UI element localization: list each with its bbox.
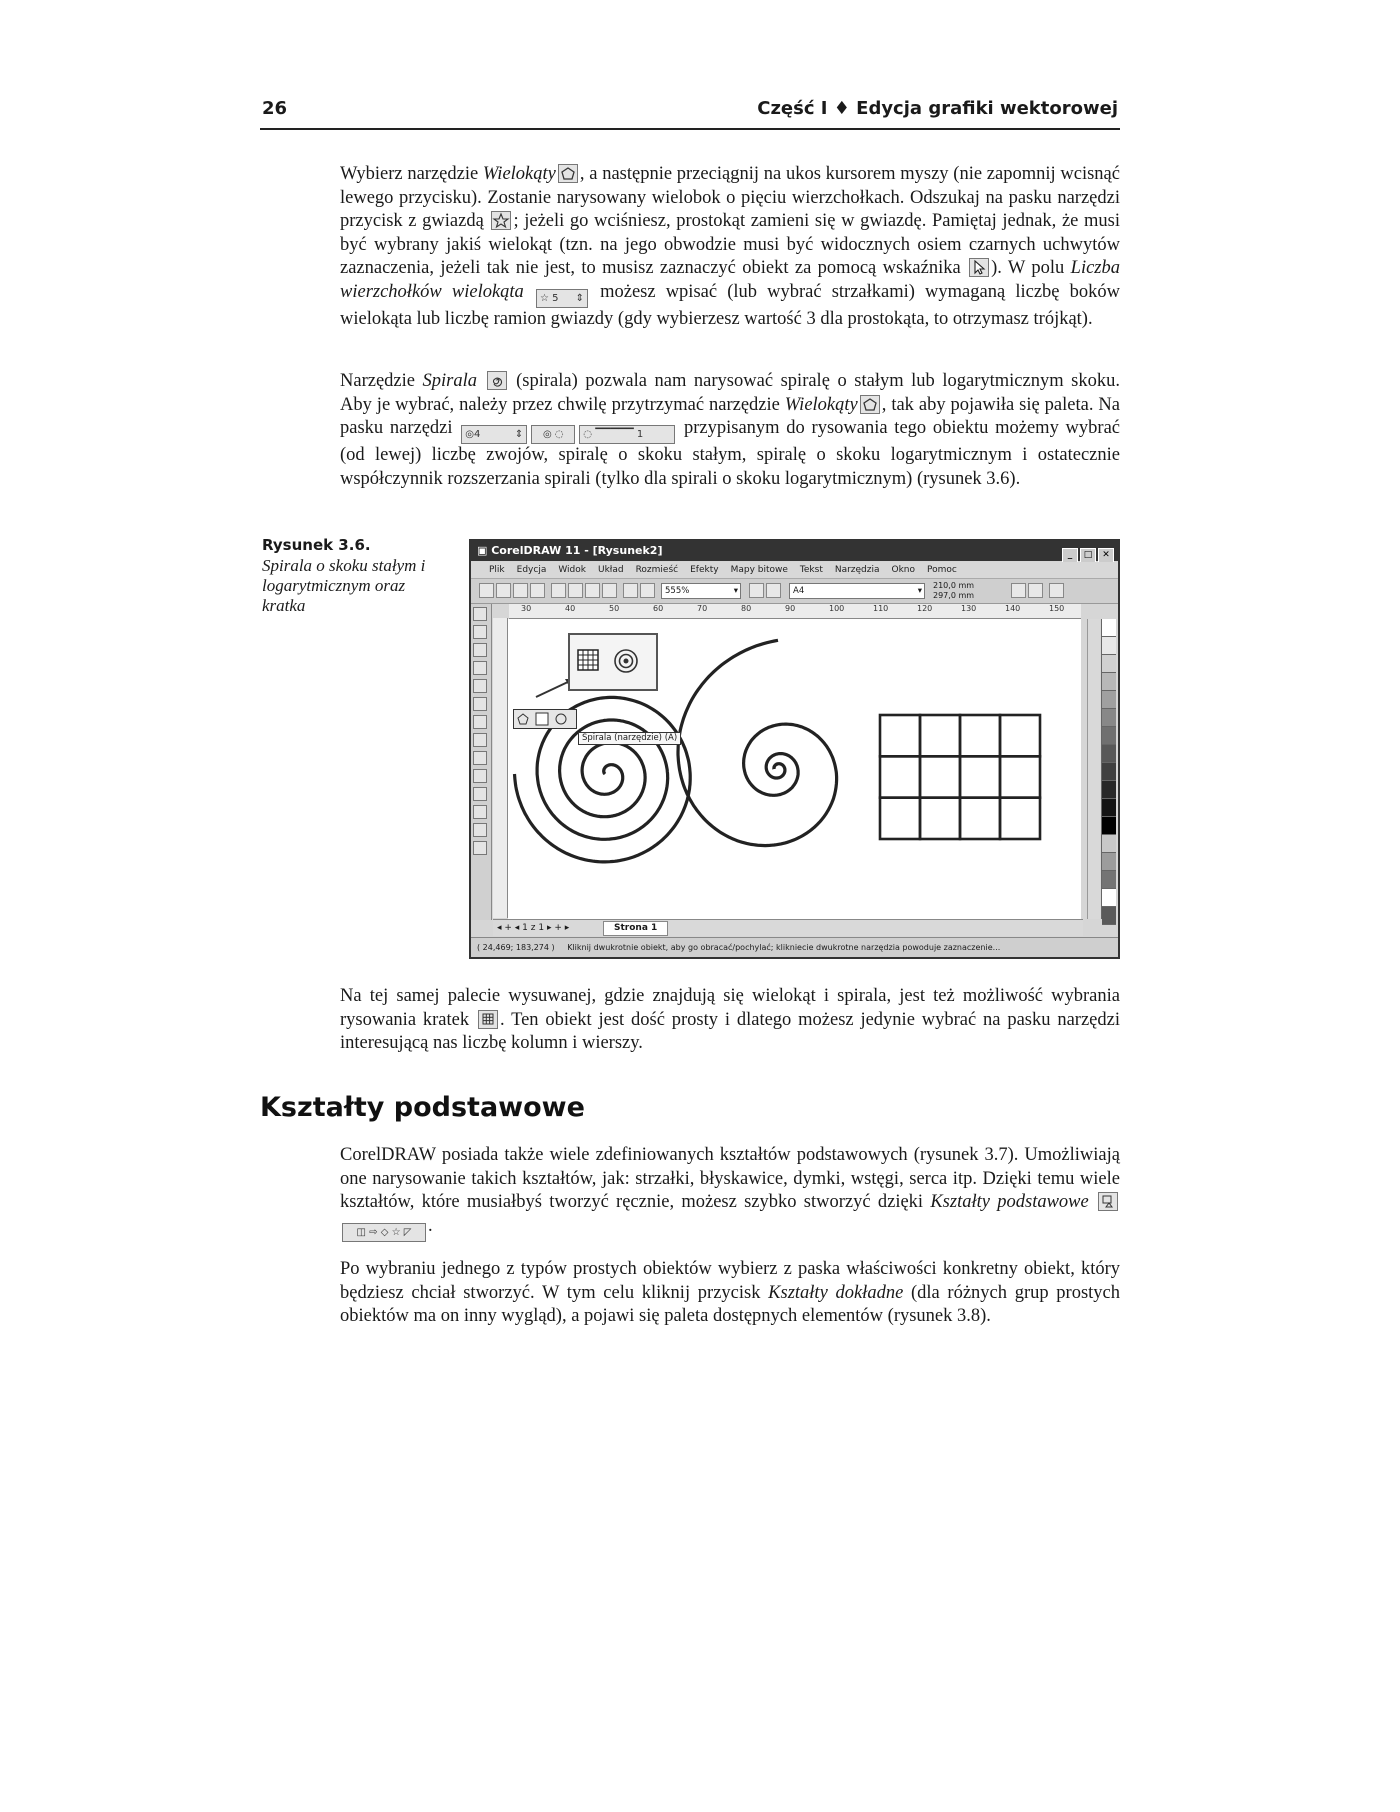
flyout-arrow [536, 681, 570, 697]
menu-item[interactable]: Plik [489, 565, 505, 575]
color-swatch[interactable] [1102, 835, 1116, 853]
spiral-revolutions-field [461, 425, 527, 444]
color-swatch[interactable] [1102, 781, 1116, 799]
page-number: 26 [262, 98, 288, 119]
polygon-tool-icon[interactable] [473, 733, 487, 747]
logarithmic-spiral [678, 640, 837, 845]
eyedropper-tool-icon[interactable] [473, 805, 487, 819]
portrait-icon[interactable] [1011, 583, 1026, 598]
pointer-tool-icon [969, 258, 989, 277]
spiral-tool-icon [615, 650, 637, 672]
arrow-shapes-icon: ⇨ [369, 1226, 378, 1238]
units-icon[interactable] [1049, 583, 1064, 598]
menu-item[interactable]: Pomoc [927, 565, 957, 575]
grid-cell [960, 715, 1000, 756]
spiral-tool-icon [487, 371, 507, 390]
vertical-ruler [493, 618, 508, 918]
spiral-revolutions-value: 4 [474, 429, 481, 441]
ruler-tick-label: 150 [1049, 604, 1065, 613]
ruler-tick-label: 110 [873, 604, 889, 613]
rectangle-tool-icon[interactable] [473, 697, 487, 711]
import-icon[interactable] [623, 583, 638, 598]
chevron-down-icon: ▾ [733, 586, 738, 596]
menu-item[interactable]: Widok [558, 565, 586, 575]
color-swatch[interactable] [1102, 727, 1116, 745]
height-field[interactable]: 297,0 mm [933, 591, 975, 600]
horizontal-ruler [509, 604, 1081, 619]
minimize-icon[interactable]: _ [1062, 548, 1078, 563]
print-icon[interactable] [530, 583, 545, 598]
grid-cell [880, 715, 920, 756]
menu-item[interactable]: Edycja [516, 565, 547, 575]
menu-item[interactable]: Tekst [799, 565, 823, 575]
ruler-tick-label: 70 [697, 604, 708, 613]
grid-tool-icon [578, 650, 598, 670]
spiral-icon: ◎ [465, 429, 475, 441]
grid-cell [920, 715, 960, 756]
paragraph-basic-shapes: CorelDRAW posiada także wiele zdefiniowanych kształtów podstawowych (rysunek 3.7). Umożliwiają one narysowanie takich kształtów, jak: strzałki, błyskawice, dymki, wstęgi, serca itp. Dzięki temu wiele kształtów, które musiałbyś tworzyć ręcznie, możesz szybko stworzyć dzięki Kształty podstawowe ◫ ⇨ ◇ ☆ ◸ . [340, 1144, 1120, 1242]
app-icon: ▣ [477, 544, 492, 557]
fill-tool-icon[interactable] [473, 841, 487, 855]
menu-item[interactable]: Efekty [690, 565, 719, 575]
section-heading: Kształty podstawowe [260, 1092, 585, 1123]
text-tool-icon[interactable] [473, 769, 487, 783]
menu-item[interactable]: Okno [891, 565, 916, 575]
vertical-scrollbar[interactable] [1087, 619, 1100, 919]
close-icon[interactable]: ✕ [1098, 548, 1114, 563]
color-swatch[interactable] [1102, 619, 1116, 637]
interactive-tool-icon[interactable] [473, 787, 487, 801]
cursor-coordinates: ( 24,469; 183,274 ) [477, 943, 555, 952]
color-swatch[interactable] [1102, 817, 1116, 835]
color-swatch[interactable] [1102, 871, 1116, 889]
status-hint: Kliknij dwukrotnie obiekt, aby go obracać/pochylać; klikniecie dwukrotne narzędzia powoduje zaznaczenie... [567, 943, 1001, 952]
spinner-icon: ⇕ [514, 429, 524, 441]
toolbox [471, 604, 492, 920]
grid-cell [1000, 715, 1040, 756]
new-file-icon[interactable] [479, 583, 494, 598]
ruler-tick-label: 120 [917, 604, 933, 613]
zoom-level-select[interactable]: 555% ▾ [661, 583, 741, 599]
grid-cell [1000, 756, 1040, 797]
ellipse-tool-icon[interactable] [473, 715, 487, 729]
outline-tool-icon[interactable] [473, 823, 487, 837]
menu-item[interactable]: Rozmieść [635, 565, 679, 575]
grid-cell [880, 756, 920, 797]
color-swatch[interactable] [1102, 799, 1116, 817]
knife-tool-icon[interactable] [473, 643, 487, 657]
ruler-tick-label: 140 [1005, 604, 1021, 613]
status-bar [471, 937, 1118, 958]
landscape-icon[interactable] [1028, 583, 1043, 598]
spiral-type-buttons [531, 425, 575, 444]
color-swatch[interactable] [1102, 655, 1116, 673]
shape-tool-icon[interactable] [473, 625, 487, 639]
width-field[interactable]: 210,0 mm [933, 581, 975, 590]
vertex-count-field [536, 289, 588, 308]
window-titlebar [471, 541, 1118, 561]
undo-icon[interactable] [602, 583, 617, 598]
vertex-count-value: 5 [552, 292, 559, 304]
coreldraw-screenshot [469, 539, 1120, 959]
grid-cell [960, 756, 1000, 797]
expansion-icon: ◌ [583, 429, 593, 441]
paste-icon[interactable] [585, 583, 600, 598]
maximize-icon[interactable]: □ [1080, 548, 1096, 563]
ruler-tick-label: 80 [741, 604, 752, 613]
polygon-tool-icon [860, 395, 880, 414]
color-swatch[interactable] [1102, 853, 1116, 871]
spiral-tool-icon[interactable] [556, 714, 566, 724]
paragraph-spiral-tool: Narzędzie Spirala (spirala) pozwala nam narysować spiralę o stałym lub logarytmicznym skoku. Aby je wybrać, należy przez chwilę przytrzymać narzędzie Wielokąty , tak aby pojawiła się paleta. Na pasku narzędzi ◎4 ⇕ ◎ ◌ ◌ ▔▔▔▔▔ 1 przypisanym do rysowania tego obiektu możemy wybrać (od lewej) liczbę zwojów, spiralę o skoku stałym, spiralę o skoku logarytmicznym i ostatecznie współczynnik rozszerzania spirali (tylko dla spirali o skoku logarytmicznym) (rysunek 3.6). [340, 371, 1120, 489]
color-swatch[interactable] [1102, 637, 1116, 655]
grid-cell [880, 798, 920, 839]
color-swatch[interactable] [1102, 889, 1116, 907]
menu-item[interactable]: Układ [597, 565, 624, 575]
menu-item[interactable]: Narzędzia [834, 565, 880, 575]
pointer-tool-icon[interactable] [473, 607, 487, 621]
open-file-icon[interactable] [496, 583, 511, 598]
zoom-tool-icon[interactable] [473, 661, 487, 675]
star-icon [491, 211, 511, 230]
paragraph-polygon-tool: Wybierz narzędzie Wielokąty , a następnie przeciągnij na ukos kursorem myszy (nie zapomnij wcisnąć lewego przycisku). Zostanie narysowany wielobok o pięciu wierzchołkach. Odszukaj na pasku narzędzi przycisk z gwiazdą ; jeżeli go wciśniesz, prostokąt zamieni się w gwiazdę. Pamiętaj jednak, że musi być wybrany jakiś wielokąt (tzn. na jego obwodzie musi być widocznych osiem czarnych uchwytów zaznaczenia, jeżeli tak nie jest, to musisz zaznaczyć obiekt za pomocą wskaźnika ). W polu Liczba wierzchołków wielokąta ☆ 5 ⇕ możesz wpisać (lub wybrać strzałkami) wymaganą liczbę boków wielokąta lub liczbę ramion gwiazdy (gdy wybierzesz wartość 3 dla prostokąta, to otrzymasz trójkąt). [340, 164, 1121, 329]
color-swatch[interactable] [1102, 709, 1116, 727]
color-swatch[interactable] [1102, 691, 1116, 709]
page-nav-controls[interactable]: ◂ + ◂ 1 z 1 ▸ + ▸ [497, 923, 570, 933]
window-title: CorelDRAW 11 - [Rysunek2] [491, 544, 663, 557]
star-icon: ☆ [539, 292, 549, 304]
chevron-down-icon: ▾ [917, 586, 922, 596]
color-swatch[interactable] [1102, 673, 1116, 691]
drawing-canvas[interactable] [508, 619, 1081, 919]
running-title: Część I ♦ Edycja grafiki wektorowej [757, 98, 1118, 119]
color-swatch[interactable] [1102, 745, 1116, 763]
save-icon[interactable] [513, 583, 528, 598]
basic-shapes-tool-icon[interactable] [473, 751, 487, 765]
paper-dimensions [933, 581, 974, 601]
export-icon[interactable] [640, 583, 655, 598]
menu-item[interactable]: Mapy bitowe [730, 565, 788, 575]
grid-object [880, 715, 1040, 839]
standard-toolbar [471, 579, 1118, 604]
figure-number: Rysunek 3.6. [262, 536, 371, 554]
freehand-tool-icon[interactable] [473, 679, 487, 693]
spinner-icon: ⇕ [575, 292, 584, 304]
basic-shapes-tool-icon [1098, 1192, 1118, 1211]
symmetric-spiral-icon: ◎ [542, 429, 552, 441]
ruler-tick-label: 40 [565, 604, 576, 613]
ruler-tick-label: 50 [609, 604, 620, 613]
expansion-value: 1 [636, 429, 644, 441]
paper-size-select[interactable]: A4 ▾ [789, 583, 925, 599]
ruler-tick-label: 30 [521, 604, 532, 613]
flowchart-shapes-icon: ◇ [380, 1226, 389, 1238]
grid-cell [920, 798, 960, 839]
snap-icon[interactable] [749, 583, 764, 598]
ruler-tick-label: 130 [961, 604, 977, 613]
polygon-tool-icon [558, 164, 578, 183]
copy-icon[interactable] [568, 583, 583, 598]
figure-caption-text: Spirala o skoku stałym i logarytmicznym oraz kratka [262, 556, 426, 615]
ruler-tick-label: 100 [829, 604, 845, 613]
page-tab[interactable]: Strona 1 [603, 921, 668, 936]
figure-caption [262, 535, 442, 616]
logarithmic-spiral-icon: ◌ [554, 429, 564, 441]
options-icon[interactable] [766, 583, 781, 598]
ruler-tick-label: 60 [653, 604, 664, 613]
color-swatch[interactable] [1102, 907, 1116, 925]
tool-flyout [513, 709, 577, 729]
tooltip: Spirala (narzędzie) (A) [578, 732, 681, 745]
running-head [260, 98, 1120, 130]
flyout-zoomed [568, 633, 658, 691]
page-count: 1 z 1 [522, 923, 545, 933]
grid-tool-icon [478, 1010, 498, 1029]
star-shapes-icon: ☆ [391, 1226, 401, 1238]
basic-shapes-flyout [342, 1223, 426, 1242]
grid-tool-icon[interactable] [536, 713, 548, 725]
color-swatch[interactable] [1102, 763, 1116, 781]
page-navigator [493, 919, 1083, 936]
basic-shapes-icon: ◫ [356, 1226, 366, 1238]
grid-cell [920, 756, 960, 797]
polygon-tool-icon[interactable] [518, 714, 528, 724]
color-palette[interactable] [1101, 619, 1116, 919]
menu-bar [471, 562, 1118, 579]
ruler-tick-label: 90 [785, 604, 796, 613]
paragraph-perfect-shapes: Po wybraniu jednego z typów prostych obiektów wybierz z paska właściwości konkretny obiekt, który będziesz chciał stworzyć. W tym celu kliknij przycisk Kształty dokładne (dla różnych grup prostych obiektów ma on inny wygląd), a pojawi się paleta dostępnych elementów (rysunek 3.8). [340, 1259, 1121, 1327]
expansion-slider: ◌ ▔▔▔▔▔ 1 [579, 425, 675, 444]
paragraph-grid-tool: Na tej samej palecie wysuwanej, gdzie znajdują się wielokąt i spirala, jest też możliwość wybrania rysowania kratek . Ten obiekt jest dość prosty i dlatego możesz jedynie wybrać na pasku narzędzi interesującą nas liczbę kolumn i wierszy. [340, 986, 1120, 1054]
callout-shapes-icon: ◸ [403, 1226, 412, 1238]
grid-cell [960, 798, 1000, 839]
cut-icon[interactable] [551, 583, 566, 598]
grid-cell [1000, 798, 1040, 839]
